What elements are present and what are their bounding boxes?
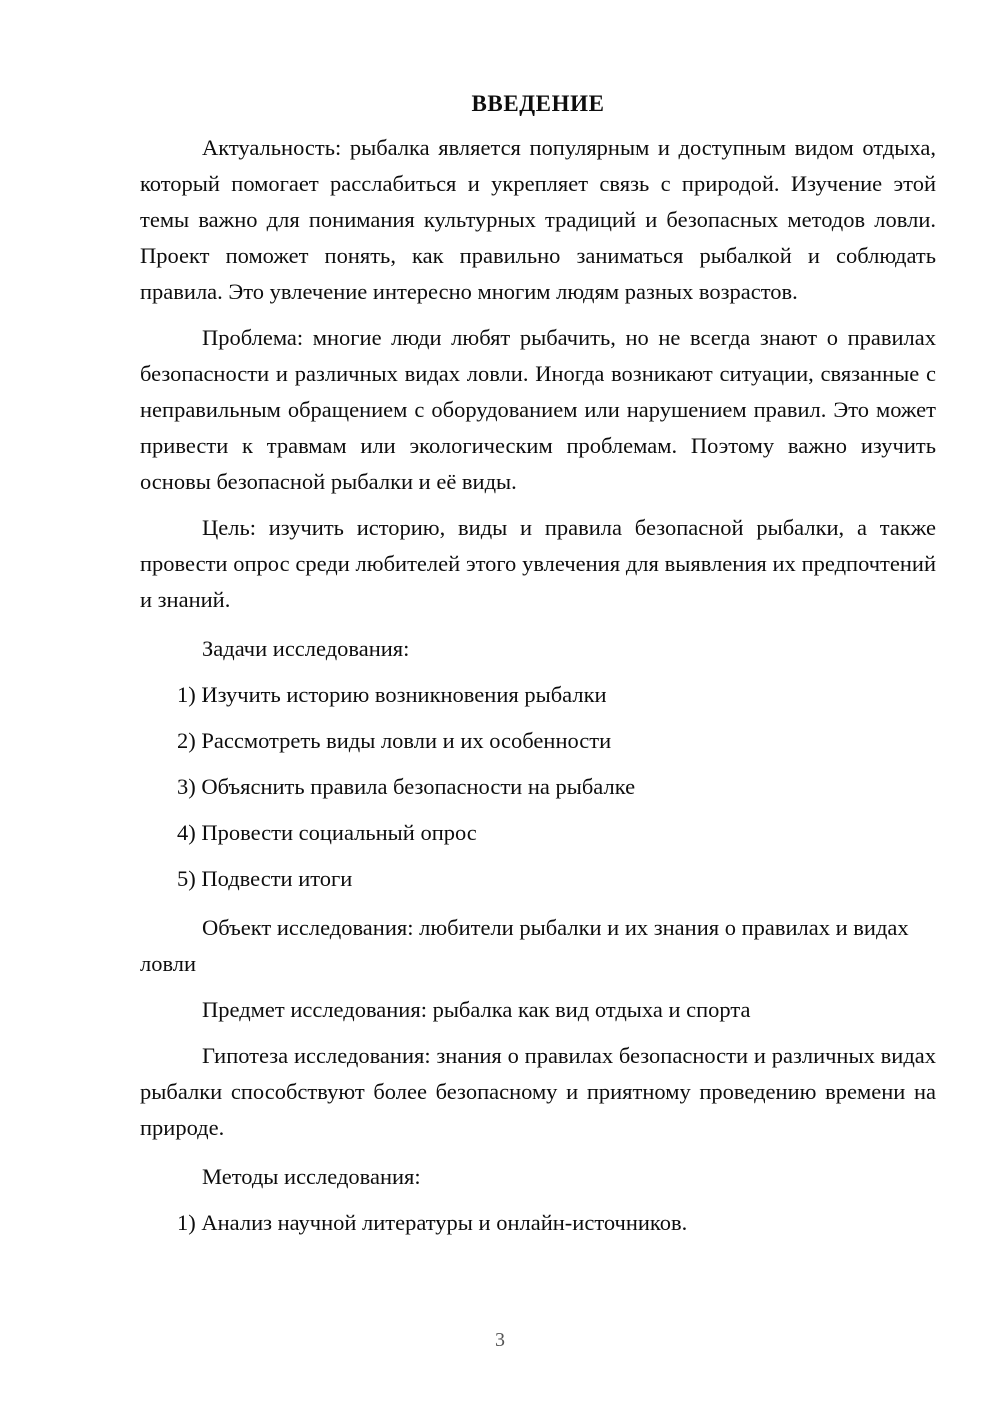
- paragraph-gap: [140, 1028, 936, 1038]
- list-item: 2) Рассмотреть виды ловли и их особенности: [177, 728, 612, 753]
- list-item: 3) Объяснить правила безопасности на рыбалке: [177, 774, 636, 799]
- paragraph-gap: [140, 897, 936, 910]
- list-item: 5) Подвести итоги: [177, 866, 353, 891]
- paragraph-goal: Цель: изучить историю, виды и правила безопасной рыбалки, а также провести опрос среди любителей этого увлечения для выявления их предпочтений и знаний.: [140, 515, 936, 612]
- paragraph-hypothesis: Гипотеза исследования: знания о правилах безопасности и различных видах рыбалки способствуют более безопасному и приятному проведению времени на природе.: [140, 1043, 936, 1140]
- methods-list: [140, 1205, 936, 1241]
- paragraph-problem: Проблема: многие люди любят рыбачить, но не всегда знают о правилах безопасности и различных видах ловли. Иногда возникают ситуации, связанные с неправильным обращением с оборудованием или нарушением правил. Это может привести к травмам или экологическим проблемам. Поэтому важно изучить основы безопасной рыбалки и её виды.: [140, 325, 936, 494]
- paragraph-subject: Предмет исследования: рыбалка как вид отдыха и спорта: [202, 997, 751, 1022]
- list-item: 1) Изучить историю возникновения рыбалки: [177, 682, 607, 707]
- paragraph-object: Объект исследования: любители рыбалки и их знания о правилах и видах ловли: [140, 915, 909, 976]
- paragraph-gap: [140, 500, 936, 510]
- list-item: 4) Провести социальный опрос: [177, 820, 477, 845]
- tasks-list: [140, 677, 936, 897]
- page-title: ВВЕДЕНИЕ: [471, 91, 605, 116]
- tasks-heading: Задачи исследования:: [202, 636, 410, 661]
- list-item: 1) Анализ научной литературы и онлайн-источников.: [177, 1210, 688, 1235]
- methods-heading: Методы исследования:: [202, 1164, 421, 1189]
- paragraph-relevance: Актуальность: рыбалка является популярным и доступным видом отдыха, который помогает расслабиться и укрепляет связь с природой. Изучение этой темы важно для понимания культурных традиций и безопасных методов ловли. Проект поможет понять, как правильно заниматься рыбалкой и соблюдать правила. Это увлечение интересно многим людям разных возрастов.: [140, 135, 936, 304]
- paragraph-gap: [140, 310, 936, 320]
- paragraph-gap: [140, 1146, 936, 1159]
- paragraph-gap: [140, 618, 936, 631]
- paragraph-gap: [140, 982, 936, 992]
- document-body: [140, 86, 936, 1241]
- page-number: 3: [495, 1329, 505, 1351]
